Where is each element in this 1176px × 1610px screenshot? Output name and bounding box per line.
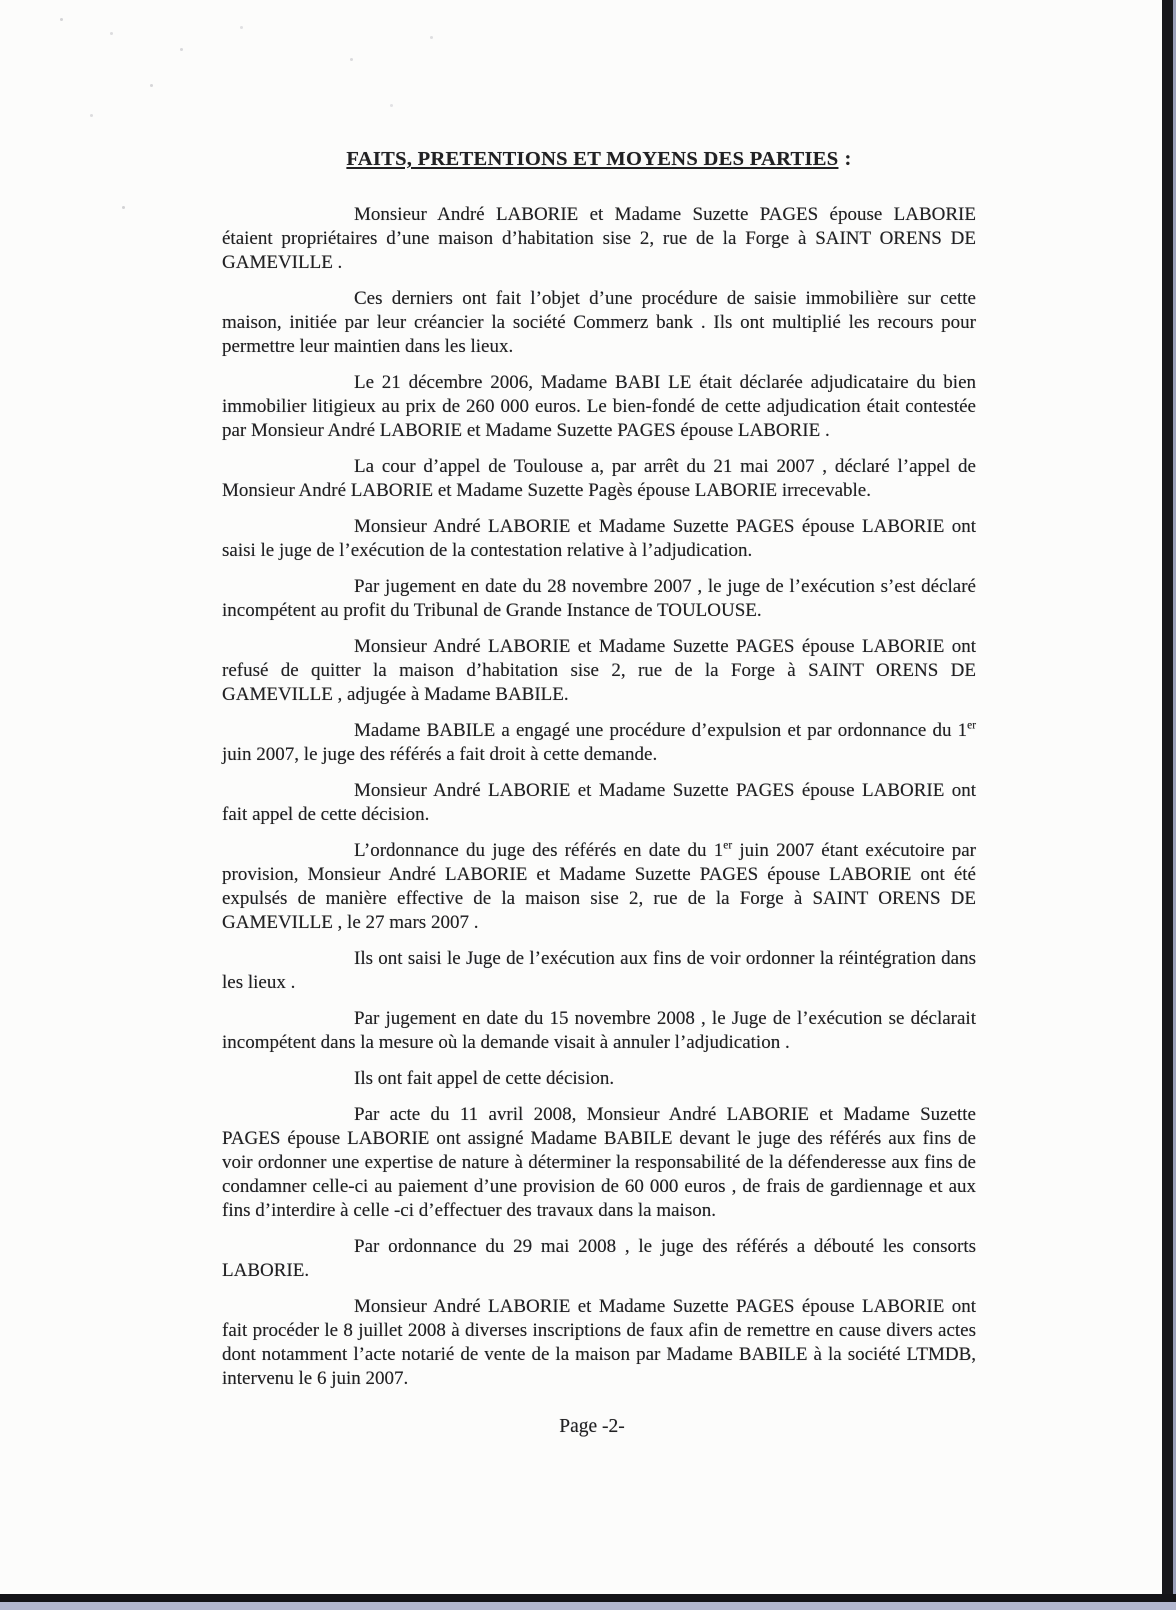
paragraph	[222, 1295, 976, 1391]
scan-edge-bottom	[0, 1594, 1176, 1602]
paragraph-text: Ils ont fait appel de cette décision.	[354, 1068, 615, 1089]
paragraph	[222, 1007, 976, 1055]
paragraph-text: Monsieur André LABORIE et Madame Suzette PAGES épouse LABORIE ont refusé de quitter la maison d’habitation sise 2, rue de la Forge à SAINT ORENS DE GAMEVILLE , adjugée à Madame BABILE.	[222, 636, 976, 705]
paragraph-text: Par jugement en date du 15 novembre 2008 , le Juge de l’exécution se déclarait incompétent dans la mesure où la demande visait à annuler l’adjudication .	[222, 1008, 976, 1053]
scan-edge-right	[1162, 0, 1173, 1610]
paragraphs	[222, 203, 976, 1391]
scan-edge-bottom-outer	[0, 1602, 1176, 1610]
paragraph	[222, 635, 976, 707]
footer-page-number: Page -2-	[559, 1416, 625, 1437]
paragraph	[222, 1103, 976, 1223]
superscript-text: er	[967, 719, 976, 732]
paragraph-text: Le 21 décembre 2006, Madame BABI LE était déclarée adjudicataire du bien immobilier litigieux au prix de 260 000 euros. Le bien-fondé de cette adjudication était contestée par Monsieur André LABORIE et Madame Suzette PAGES épouse LABORIE .	[222, 372, 976, 441]
paragraph	[222, 455, 976, 503]
superscript-text: er	[723, 839, 733, 852]
paragraph-text: Par ordonnance du 29 mai 2008 , le juge des référés a débouté les consorts LABORIE.	[222, 1236, 976, 1281]
paragraph-text: Monsieur André LABORIE et Madame Suzette PAGES épouse LABORIE étaient propriétaires d’une maison d’habitation sise 2, rue de la Forge à SAINT ORENS DE GAMEVILLE .	[222, 204, 976, 273]
scan-noise-speckles	[60, 18, 63, 21]
paragraph-text: Monsieur André LABORIE et Madame Suzette PAGES épouse LABORIE ont fait appel de cette décision.	[222, 780, 976, 825]
document-heading	[222, 147, 976, 171]
paragraph-text: L’ordonnance du juge des référés en date du 1	[354, 840, 724, 861]
paragraph	[222, 719, 976, 767]
paragraph-text: La cour d’appel de Toulouse a, par arrêt du 21 mai 2007 , déclaré l’appel de Monsieur André LABORIE et Madame Suzette Pagès épouse LABORIE irrecevable.	[222, 456, 976, 501]
paragraph	[222, 287, 976, 359]
paragraph	[222, 371, 976, 443]
paragraph-text: Ils ont saisi le Juge de l’exécution aux fins de voir ordonner la réintégration dans les lieux .	[222, 948, 976, 993]
paragraph	[222, 839, 976, 935]
paragraph	[222, 779, 976, 827]
document-body	[222, 147, 976, 1403]
paragraph	[222, 515, 976, 563]
paragraph-text: juin 2007 étant exécutoire par provision, Monsieur André LABORIE et Madame Suzette PAGES épouse LABORIE ont été expulsés de manière effective de la maison sise 2, rue de la Forge à SAINT ORENS DE GAMEVILLE , le 27 mars 2007 .	[222, 840, 977, 933]
paragraph	[222, 1235, 976, 1283]
paragraph-text: Par acte du 11 avril 2008, Monsieur André LABORIE et Madame Suzette PAGES épouse LABORIE ont assigné Madame BABILE devant le juge des référés aux fins de voir ordonner une expertise de nature à déterminer la responsabilité de la défenderesse aux fins de condamner celle-ci au paiement d’une provision de 60 000 euros , de frais de gardiennage et aux fins d’interdire à celle -ci d’effectuer des travaux dans la maison.	[222, 1104, 976, 1221]
paragraph-text: Par jugement en date du 28 novembre 2007 , le juge de l’exécution s’est déclaré incompétent au profit du Tribunal de Grande Instance de TOULOUSE.	[222, 576, 976, 621]
paragraph	[222, 575, 976, 623]
document-heading-suffix: :	[844, 148, 852, 170]
paragraph	[222, 203, 976, 275]
paragraph-text: Madame BABILE a engagé une procédure d’expulsion et par ordonnance du 1	[354, 720, 968, 741]
paragraph	[222, 1067, 976, 1091]
paragraph-text: Monsieur André LABORIE et Madame Suzette PAGES épouse LABORIE ont fait procéder le 8 juillet 2008 à diverses inscriptions de faux afin de remettre en cause divers actes dont notamment l’acte notarié de vente de la maison par Madame BABILE à la société LTMDB, intervenu le 6 juin 2007.	[222, 1296, 976, 1389]
paragraph-text: Ces derniers ont fait l’objet d’une procédure de saisie immobilière sur cette maison, initiée par leur créancier la société Commerz bank . Ils ont multiplié les recours pour permettre leur maintien dans les lieux.	[222, 288, 976, 357]
paragraph	[222, 947, 976, 995]
paragraph-text: juin 2007, le juge des référés a fait droit à cette demande.	[222, 744, 658, 765]
paragraph-text: Monsieur André LABORIE et Madame Suzette PAGES épouse LABORIE ont saisi le juge de l’exécution de la contestation relative à l’adjudication.	[222, 516, 976, 561]
document-heading-text: FAITS, PRETENTIONS ET MOYENS DES PARTIES	[346, 148, 839, 170]
